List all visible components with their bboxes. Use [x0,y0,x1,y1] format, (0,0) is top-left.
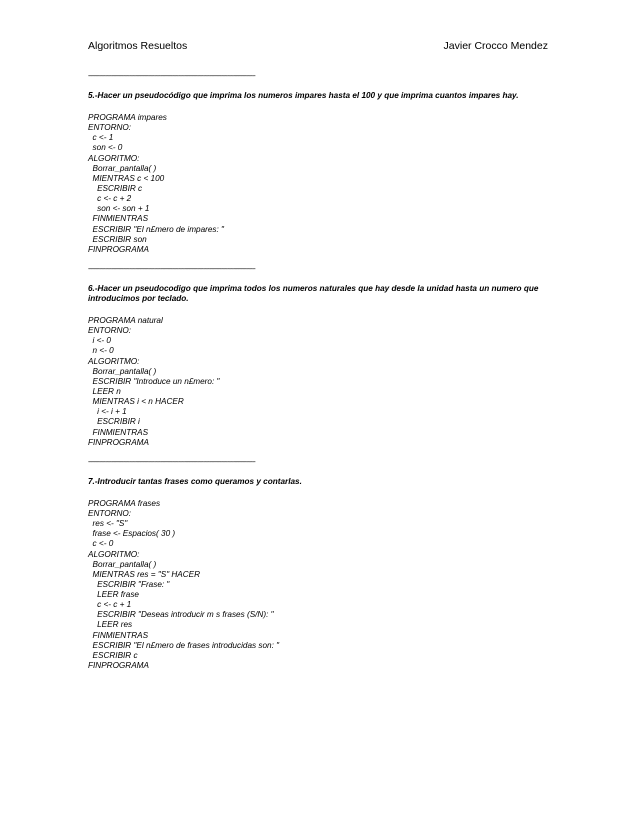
code-line: PROGRAMA frases [88,498,161,508]
code-line: son <- son + 1 [88,204,150,214]
code-line: son <- 0 [88,143,123,153]
code-line: ALGORITMO: [88,549,140,559]
code-line: MIENTRAS i < n HACER [88,397,184,407]
document-body [88,72,558,681]
code-line: Borrar_pantalla( ) [88,366,157,376]
code-line: ENTORNO: [88,508,132,518]
code-line: ESCRIBIR "El n£mero de frases introducidas son: " [88,640,280,650]
code-line: c <- 1 [88,133,114,143]
code-line: ENTORNO: [88,326,132,336]
code-line: n <- 0 [88,346,114,356]
code-line: FINMIENTRAS [88,427,149,437]
code-line: ESCRIBIR c [88,183,143,193]
code-line: MIENTRAS res = "S" HACER [88,569,201,579]
code-line: ESCRIBIR "Introduce un n£mero: " [88,376,220,386]
code-line: FINPROGRAMA [88,244,149,254]
code-line: ESCRIBIR "Frase: " [88,579,170,589]
pseudocode-block [88,499,558,671]
exercise-6 [88,265,558,448]
code-line: PROGRAMA impares [88,113,167,122]
page-header [88,40,548,54]
header-title: Algoritmos Resueltos [88,40,188,52]
code-line: FINMIENTRAS [88,630,149,640]
code-line: res <- "S" [88,519,128,529]
code-line: c <- c + 1 [88,600,132,610]
exercise-title: 7.-Introducir tantas frases como queramos y contarlas. [88,476,302,486]
pseudocode-block [88,113,558,255]
code-line: c <- 0 [88,539,114,549]
header-author: Javier Crocco Mendez [443,40,548,52]
pseudocode-block [88,316,558,448]
code-line: Borrar_pantalla( ) [88,163,157,173]
code-line: MIENTRAS c < 100 [88,173,165,183]
code-line: ENTORNO: [88,123,132,133]
code-line: PROGRAMA natural [88,315,163,325]
code-line: c <- c + 2 [88,194,132,204]
code-line: ESCRIBIR c [88,650,138,660]
code-line: ESCRIBIR son [88,234,147,244]
code-line: i <- 0 [88,336,111,346]
exercise-7 [88,458,558,671]
code-line: ALGORITMO: [88,356,140,366]
separator-line: ------------------------------------------------------------------------------------------------------------- [88,73,255,80]
code-line: i <- i + 1 [88,407,127,417]
code-line: LEER n [88,386,121,396]
code-line: ESCRIBIR i [88,417,140,427]
code-line: ESCRIBIR "Deseas introducir m s frases (S/N): " [88,610,274,620]
code-line: FINMIENTRAS [88,214,149,224]
code-line: ESCRIBIR "El n£mero de impares: " [88,224,224,234]
code-line: LEER res [88,620,133,630]
code-line: Borrar_pantalla( ) [88,559,157,569]
exercise-title: 6.-Hacer un pseudocodigo que imprima todos los numeros naturales que hay desde la unidad hasta un numero que introducimos por teclado. [88,283,539,303]
code-line: ALGORITMO: [88,153,140,163]
code-line: FINPROGRAMA [88,661,149,671]
code-line: FINPROGRAMA [88,437,149,447]
separator-line: ------------------------------------------------------------------------------------------------------------- [88,458,255,466]
code-line: LEER frase [88,590,139,600]
exercise-title: 5.-Hacer un pseudocódigo que imprima los numeros impares hasta el 100 y que imprima cuantos impares hay. [88,91,519,100]
exercise-5 [88,72,558,255]
code-line: frase <- Espacios( 30 ) [88,529,176,539]
separator-line: ------------------------------------------------------------------------------------------------------------- [88,265,255,273]
